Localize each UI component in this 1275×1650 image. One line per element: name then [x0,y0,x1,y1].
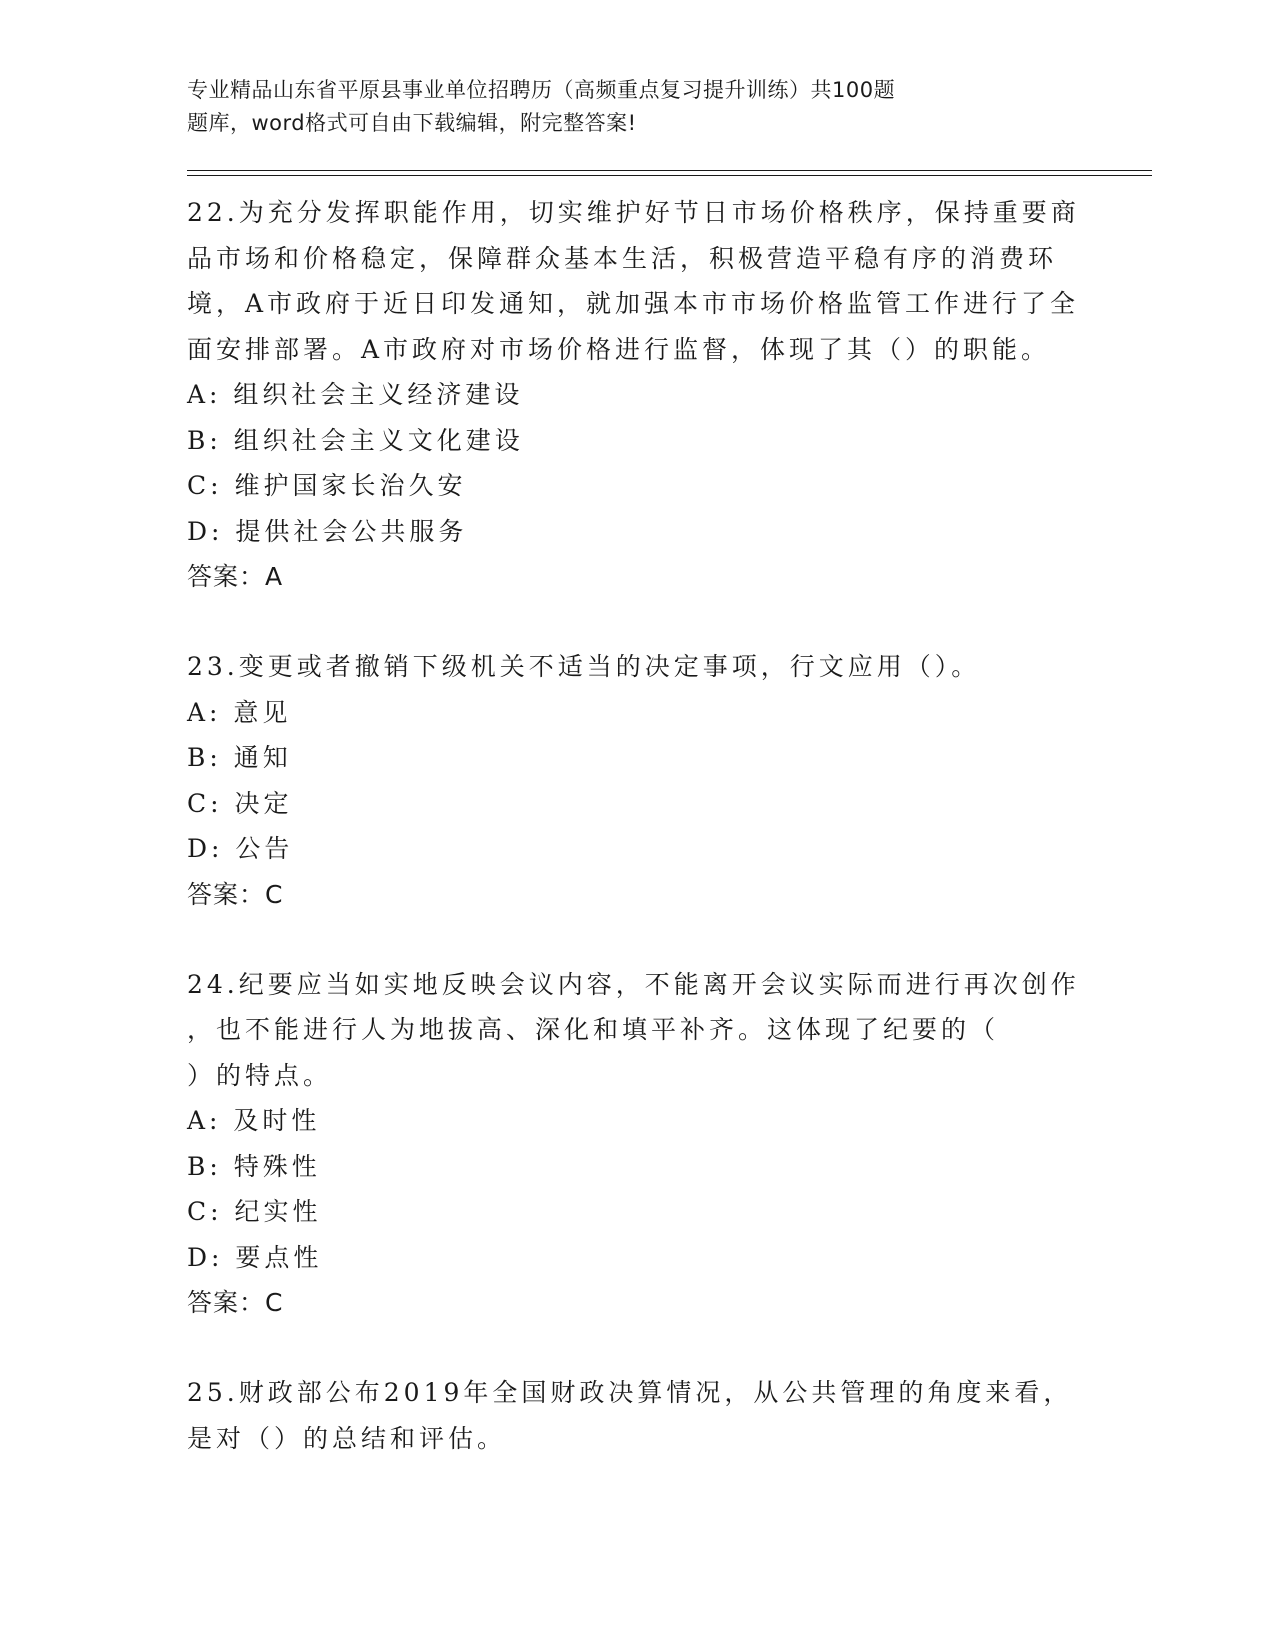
option-a: A: 意见 [187,697,292,727]
option-b: B: 特殊性 [187,1151,321,1181]
answer: 答案：A [187,562,284,591]
question-23 [187,644,1087,918]
header-title-line-2: 题库，word格式可自由下载编辑，附完整答案! [187,111,637,135]
option-c: C: 纪实性 [187,1197,322,1226]
question-stem [187,1370,1087,1461]
stem-line: ，也不能进行人为地拔高、深化和填平补齐。这体现了纪要的（ [187,1015,1000,1044]
question-stem [187,962,1087,1099]
option-d: D: 要点性 [187,1242,323,1272]
option-c: C: 决定 [187,788,293,818]
stem-line: ）的特点。 [187,1060,333,1090]
stem-line: 24.纪要应当如实地反映会议内容，不能离开会议实际而进行再次创作 [187,969,1080,999]
stem-line: 是对（）的总结和评估。 [187,1423,507,1453]
question-list [187,190,1087,1505]
stem-line: 23.变更或者撤销下级机关不适当的决定事项，行文应用（）。 [187,652,981,681]
question-stem [187,644,1087,690]
option-d: D: 提供社会公共服务 [187,516,468,546]
stem-line: 面安排部署。A市政府对市场价格进行监督，体现了其（）的职能。 [187,334,1051,364]
question-25 [187,1370,1087,1461]
stem-line: 品市场和价格稳定，保障群众基本生活，积极营造平稳有序的消费环 [187,243,1058,273]
option-b: B: 通知 [187,743,292,772]
option-b: B: 组织社会主义文化建设 [187,425,524,455]
stem-line: 22.为充分发挥职能作用，切实维护好节日市场价格秩序，保持重要商 [187,198,1080,227]
option-d: D: 公告 [187,834,294,863]
header-divider-top [187,170,1152,171]
answer: 答案：C [187,1288,284,1317]
question-22 [187,190,1087,600]
question-stem [187,190,1087,372]
question-24 [187,962,1087,1327]
option-c: C: 维护国家长治久安 [187,471,467,500]
header-title-line-1: 专业精品山东省平原县事业单位招聘历（高频重点复习提升训练）共100题 [187,78,896,102]
header-divider-bottom [187,175,1152,176]
document-header [187,74,1087,140]
option-a: A: 组织社会主义经济建设 [187,380,524,409]
option-a: A: 及时性 [187,1106,321,1135]
stem-line: 25.财政部公布2019年全国财政决算情况，从公共管理的角度来看， [187,1378,1073,1407]
stem-line: 境，A市政府于近日印发通知，就加强本市市场价格监管工作进行了全 [187,289,1080,318]
answer: 答案：C [187,879,284,909]
